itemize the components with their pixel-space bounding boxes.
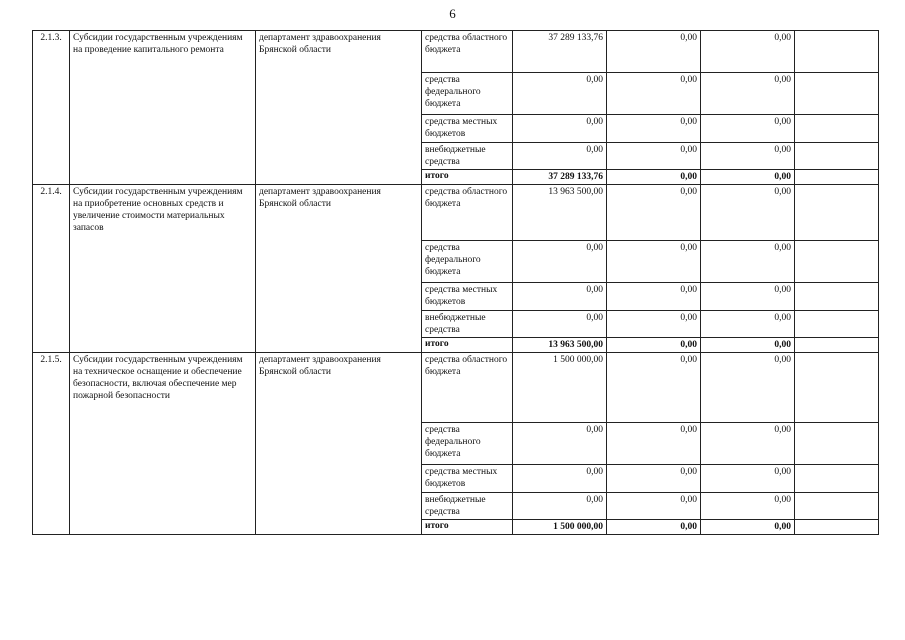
amount-cell: [795, 520, 879, 535]
page-number: 6: [449, 6, 456, 21]
amount-cell: 13 963 500,00: [513, 338, 607, 353]
funding-source: средства федерального бюджета: [422, 241, 513, 283]
item-name: Субсидии государственным учреждениям на приобретение основных средств и увеличение стоимости материальных запасов: [70, 185, 256, 353]
amount-cell: 0,00: [701, 283, 795, 311]
funding-source: внебюджетные средства: [422, 311, 513, 338]
amount-cell: [795, 283, 879, 311]
budget-table: [32, 30, 879, 535]
amount-cell: 0,00: [513, 143, 607, 170]
amount-cell: 0,00: [513, 311, 607, 338]
amount-cell: [795, 353, 879, 423]
amount-cell: 13 963 500,00: [513, 185, 607, 241]
amount-cell: 1 500 000,00: [513, 353, 607, 423]
funding-source: средства областного бюджета: [422, 31, 513, 73]
amount-cell: 37 289 133,76: [513, 31, 607, 73]
executor: департамент здравоохранения Брянской области: [256, 31, 422, 185]
amount-cell: [795, 73, 879, 115]
funding-source: средства федерального бюджета: [422, 73, 513, 115]
table-row: [33, 185, 879, 241]
amount-cell: 0,00: [701, 170, 795, 185]
executor: департамент здравоохранения Брянской области: [256, 353, 422, 535]
amount-cell: 0,00: [513, 493, 607, 520]
funding-source: средства областного бюджета: [422, 185, 513, 241]
amount-cell: 0,00: [607, 115, 701, 143]
item-code: 2.1.5.: [33, 353, 70, 535]
amount-cell: 0,00: [607, 143, 701, 170]
amount-cell: 0,00: [607, 423, 701, 465]
total-label: итого: [422, 338, 513, 353]
amount-cell: [795, 31, 879, 73]
amount-cell: 0,00: [701, 311, 795, 338]
amount-cell: [795, 241, 879, 283]
funding-source: средства местных бюджетов: [422, 465, 513, 493]
amount-cell: [795, 338, 879, 353]
amount-cell: 0,00: [607, 353, 701, 423]
amount-cell: [795, 465, 879, 493]
amount-cell: 0,00: [607, 73, 701, 115]
amount-cell: 0,00: [701, 185, 795, 241]
amount-cell: 0,00: [701, 73, 795, 115]
amount-cell: 0,00: [607, 520, 701, 535]
amount-cell: 0,00: [701, 143, 795, 170]
amount-cell: 1 500 000,00: [513, 520, 607, 535]
amount-cell: 0,00: [701, 493, 795, 520]
amount-cell: [795, 185, 879, 241]
funding-source: средства местных бюджетов: [422, 115, 513, 143]
item-code: 2.1.4.: [33, 185, 70, 353]
amount-cell: [795, 170, 879, 185]
funding-source: внебюджетные средства: [422, 493, 513, 520]
amount-cell: 0,00: [513, 241, 607, 283]
total-label: итого: [422, 170, 513, 185]
amount-cell: 0,00: [513, 73, 607, 115]
amount-cell: 0,00: [607, 311, 701, 338]
amount-cell: 0,00: [607, 185, 701, 241]
amount-cell: [795, 423, 879, 465]
amount-cell: 0,00: [607, 493, 701, 520]
item-code: 2.1.3.: [33, 31, 70, 185]
amount-cell: 0,00: [607, 465, 701, 493]
amount-cell: [795, 493, 879, 520]
amount-cell: 0,00: [607, 241, 701, 283]
amount-cell: [795, 143, 879, 170]
amount-cell: 0,00: [513, 283, 607, 311]
amount-cell: 0,00: [701, 241, 795, 283]
amount-cell: 0,00: [701, 115, 795, 143]
amount-cell: 0,00: [607, 283, 701, 311]
amount-cell: 0,00: [701, 338, 795, 353]
funding-source: внебюджетные средства: [422, 143, 513, 170]
amount-cell: [795, 115, 879, 143]
amount-cell: 0,00: [701, 31, 795, 73]
amount-cell: 0,00: [607, 170, 701, 185]
executor: департамент здравоохранения Брянской области: [256, 185, 422, 353]
amount-cell: [795, 311, 879, 338]
table-row: [33, 353, 879, 423]
funding-source: средства областного бюджета: [422, 353, 513, 423]
amount-cell: 0,00: [513, 423, 607, 465]
item-name: Субсидии государственным учреждениям на проведение капитального ремонта: [70, 31, 256, 185]
amount-cell: 0,00: [513, 465, 607, 493]
amount-cell: 37 289 133,76: [513, 170, 607, 185]
amount-cell: 0,00: [607, 31, 701, 73]
amount-cell: 0,00: [701, 465, 795, 493]
funding-source: средства федерального бюджета: [422, 423, 513, 465]
amount-cell: 0,00: [701, 520, 795, 535]
amount-cell: 0,00: [701, 353, 795, 423]
amount-cell: 0,00: [607, 338, 701, 353]
item-name: Субсидии государственным учреждениям на техническое оснащение и обеспечение безопасности, включая обеспечение мер пожарной безопасности: [70, 353, 256, 535]
amount-cell: 0,00: [701, 423, 795, 465]
table-row: [33, 31, 879, 73]
total-label: итого: [422, 520, 513, 535]
funding-source: средства местных бюджетов: [422, 283, 513, 311]
amount-cell: 0,00: [513, 115, 607, 143]
